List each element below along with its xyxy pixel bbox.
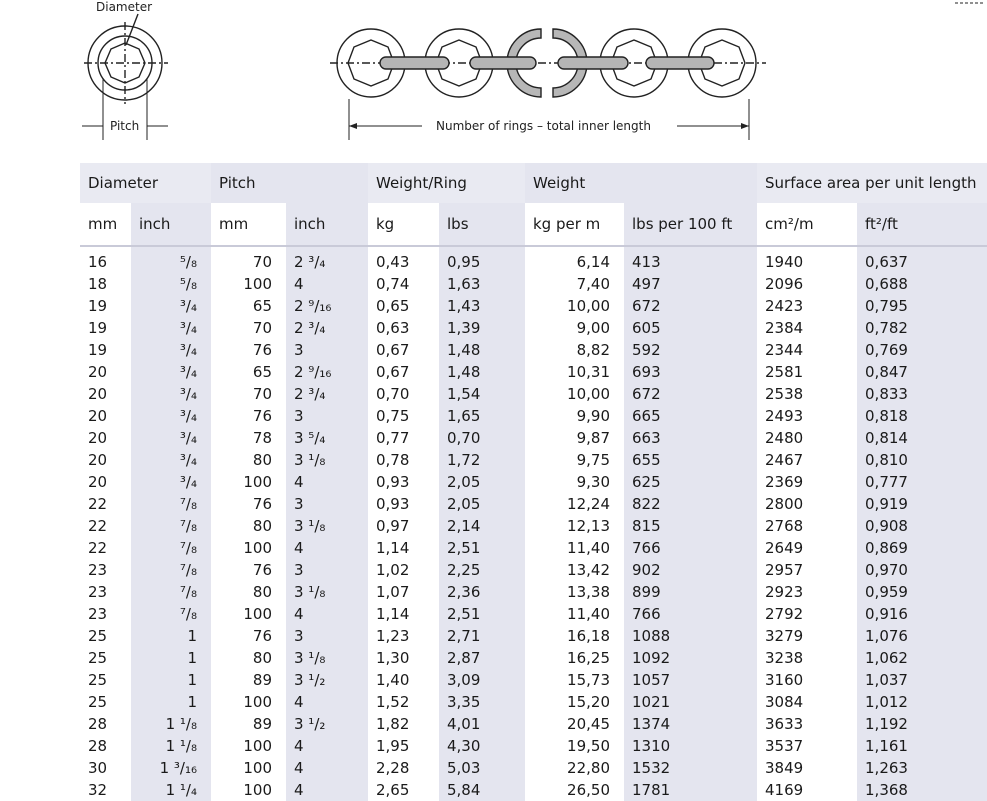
table-cell: 2384 [765,319,804,337]
table-cell: 28 [88,715,108,733]
table-cell: 0,769 [857,339,987,361]
table-cell: 4169 [765,781,804,799]
table-cell: 2423 [765,297,804,315]
table-cell: 0,847 [857,361,987,383]
table-cell: 0,833 [857,383,987,405]
table-cell: 100 [243,275,272,293]
table-row [80,757,987,779]
table-cell: 13,38 [567,583,610,601]
table-cell: 3 [286,625,368,647]
group-header-weight: Weight [525,163,757,203]
table-row [80,625,987,647]
table-cell: 766 [624,537,757,559]
table-cell: 100 [243,605,272,623]
table-cell: 76 [252,561,272,579]
table-cell: 1,48 [439,339,525,361]
table-cell: 1,037 [857,669,987,691]
unit-header: kg per m [533,215,601,233]
unit-header: lbs [439,203,525,246]
group-header-diameter: Diameter [80,163,211,203]
table-cell: 0,70 [439,427,525,449]
table-cell: 3 ¹/₂ [286,669,368,691]
table-cell: 0,97 [376,517,410,535]
table-cell: ³/₄ [131,383,211,405]
table-cell: ⁷/₈ [131,559,211,581]
chain-spec-table-container [80,163,987,801]
table-cell: 3 [286,493,368,515]
table-cell: ⁵/₈ [131,251,211,273]
table-cell: 592 [624,339,757,361]
table-cell: 1,07 [376,583,410,601]
table-cell: 100 [243,693,272,711]
table-cell: 2493 [765,407,804,425]
table-cell: 625 [624,471,757,493]
table-cell: 100 [243,539,272,557]
table-cell: 0,970 [857,559,987,581]
table-cell: 1,52 [376,693,410,711]
table-row [80,471,987,493]
table-cell: 1532 [624,757,757,779]
table-cell: 2 ³/₄ [286,317,368,339]
table-cell: 1092 [624,647,757,669]
table-cell: 0,93 [376,473,410,491]
table-cell: ⁷/₈ [131,603,211,625]
table-row [80,515,987,537]
table-cell: 1 ¹/₈ [131,735,211,757]
table-cell: 1 [131,669,211,691]
table-cell: 1,161 [857,735,987,757]
table-cell: 3160 [765,671,804,689]
table-cell: 22 [88,539,108,557]
table-cell: 13,42 [567,561,610,579]
table-cell: 0,63 [376,319,410,337]
table-cell: 2,05 [439,493,525,515]
table-cell: 20 [88,429,108,447]
table-cell: 78 [252,429,272,447]
table-cell: 1310 [624,735,757,757]
table-cell: 3 ¹/₈ [286,449,368,471]
table-cell: 0,74 [376,275,410,293]
table-cell: 22 [88,517,108,535]
table-cell: 0,65 [376,297,410,315]
table-cell: 1,63 [439,273,525,295]
table-cell: 4,30 [439,735,525,757]
chain-spec-table [80,163,987,801]
table-cell: 25 [88,671,108,689]
table-cell: 19 [88,341,108,359]
table-cell: 26,50 [567,781,610,799]
table-row [80,251,987,273]
table-cell: 9,90 [576,407,610,425]
table-cell: 3,09 [439,669,525,691]
table-cell: 100 [243,759,272,777]
table-row [80,735,987,757]
table-cell: 3 ⁵/₄ [286,427,368,449]
table-cell: 76 [252,495,272,513]
table-cell: 1,14 [376,605,410,623]
table-cell: 0,77 [376,429,410,447]
table-cell: 2,51 [439,603,525,625]
table-cell: ⁷/₈ [131,515,211,537]
table-cell: 2,71 [439,625,525,647]
table-cell: ³/₄ [131,471,211,493]
table-cell: 3,35 [439,691,525,713]
unit-header: inch [131,203,211,246]
table-cell: 822 [624,493,757,515]
table-cell: 4 [286,603,368,625]
table-cell: 1,39 [439,317,525,339]
table-cell: 22,80 [567,759,610,777]
table-cell: 11,40 [567,605,610,623]
unit-header: mm [88,215,118,233]
table-cell: 3 [286,559,368,581]
table-cell: 0,869 [857,537,987,559]
table-cell: 1 [131,625,211,647]
table-cell: 1940 [765,253,804,271]
table-cell: 815 [624,515,757,537]
table-cell: 663 [624,427,757,449]
table-cell: 3 [286,405,368,427]
table-row [80,449,987,471]
table-cell: 2 ³/₄ [286,251,368,273]
table-cell: 2,25 [439,559,525,581]
table-cell: 89 [252,671,272,689]
table-cell: 1,012 [857,691,987,713]
table-cell: 4 [286,691,368,713]
table-cell: 25 [88,649,108,667]
table-cell: 3 ¹/₂ [286,713,368,735]
table-cell: 1,65 [439,405,525,427]
table-cell: 1,30 [376,649,410,667]
table-cell: 2,51 [439,537,525,559]
rings-length-label: Number of rings – total inner length [436,119,651,133]
table-cell: 16,25 [567,649,610,667]
table-cell: 1057 [624,669,757,691]
table-cell: 23 [88,583,108,601]
table-cell: 0,43 [376,253,410,271]
table-cell: 20 [88,451,108,469]
table-cell: 3238 [765,649,804,667]
table-cell: 20 [88,385,108,403]
table-cell: 2,65 [376,781,410,799]
table-cell: ³/₄ [131,317,211,339]
table-cell: 100 [243,473,272,491]
table-cell: 89 [252,715,272,733]
table-cell: 1 [131,691,211,713]
unit-header: inch [286,203,368,246]
table-row [80,691,987,713]
table-cell: 4 [286,757,368,779]
table-cell: 20 [88,407,108,425]
table-cell: 0,637 [857,251,987,273]
table-cell: 70 [252,385,272,403]
table-cell: 0,814 [857,427,987,449]
table-cell: 1021 [624,691,757,713]
table-row [80,427,987,449]
table-cell: 4 [286,537,368,559]
table-cell: 4,01 [439,713,525,735]
table-cell: 2649 [765,539,804,557]
table-cell: 3279 [765,627,804,645]
table-cell: 655 [624,449,757,471]
table-cell: 902 [624,559,757,581]
table-row [80,713,987,735]
table-cell: 65 [252,297,272,315]
table-cell: 1 ¹/₄ [131,779,211,801]
table-cell: 12,13 [567,517,610,535]
table-cell: 4 [286,273,368,295]
table-cell: 605 [624,317,757,339]
table-cell: 1,43 [439,295,525,317]
table-cell: ⁷/₈ [131,537,211,559]
table-cell: ³/₄ [131,295,211,317]
table-cell: 16,18 [567,627,610,645]
table-cell: ⁷/₈ [131,581,211,603]
table-cell: 28 [88,737,108,755]
table-row [80,559,987,581]
table-body [80,251,987,801]
table-cell: 0,919 [857,493,987,515]
table-cell: 25 [88,627,108,645]
table-cell: 1 ¹/₈ [131,713,211,735]
table-row [80,647,987,669]
table-cell: 32 [88,781,108,799]
table-cell: 0,908 [857,515,987,537]
table-cell: 2344 [765,341,804,359]
table-cell: 0,777 [857,471,987,493]
table-cell: 5,84 [439,779,525,801]
table-row [80,317,987,339]
table-cell: 80 [252,583,272,601]
table-cell: 2,05 [439,471,525,493]
table-row [80,603,987,625]
table-cell: 76 [252,407,272,425]
table-cell: 20 [88,363,108,381]
table-row [80,669,987,691]
table-cell: 12,24 [567,495,610,513]
table-cell: 2,36 [439,581,525,603]
table-cell: 0,67 [376,341,410,359]
table-cell: 899 [624,581,757,603]
table-cell: 0,75 [376,407,410,425]
table-cell: 0,688 [857,273,987,295]
table-cell: 0,782 [857,317,987,339]
unit-header: cm²/m [765,215,814,233]
table-cell: 672 [624,383,757,405]
table-cell: 65 [252,363,272,381]
table-cell: 23 [88,561,108,579]
table-cell: ³/₄ [131,339,211,361]
table-cell: 23 [88,605,108,623]
table-cell: 3 ¹/₈ [286,647,368,669]
table-cell: 2 ⁹/₁₆ [286,295,368,317]
table-cell: 3 ¹/₈ [286,515,368,537]
table-cell: ³/₄ [131,405,211,427]
table-cell: 80 [252,451,272,469]
table-cell: 4 [286,735,368,757]
table-cell: 2369 [765,473,804,491]
table-cell: 1,076 [857,625,987,647]
table-cell: 2768 [765,517,804,535]
group-header-row [80,163,987,203]
table-cell: 2,28 [376,759,410,777]
table-cell: 2 ³/₄ [286,383,368,405]
table-cell: 766 [624,603,757,625]
pitch-label: Pitch [110,119,140,133]
diameter-label: Diameter [96,0,153,14]
table-cell: 80 [252,649,272,667]
table-cell: 1,368 [857,779,987,801]
table-cell: 413 [624,251,757,273]
table-cell: 3 ¹/₈ [286,581,368,603]
table-cell: 11,40 [567,539,610,557]
table-cell: 1,192 [857,713,987,735]
table-cell: ³/₄ [131,449,211,471]
table-cell: 497 [624,273,757,295]
table-cell: 1,23 [376,627,410,645]
chain-diagram [0,0,987,150]
table-cell: 0,78 [376,451,410,469]
table-cell: 1,02 [376,561,410,579]
table-row [80,361,987,383]
table-cell: 1 [131,647,211,669]
table-cell: 6,14 [576,253,610,271]
table-cell: 8,82 [576,341,610,359]
table-cell: 693 [624,361,757,383]
table-cell: 15,73 [567,671,610,689]
table-cell: 0,95 [439,251,525,273]
table-cell: 2923 [765,583,804,601]
unit-header: ft²/ft [857,203,987,246]
table-cell: 3633 [765,715,804,733]
table-cell: 1 ³/₁₆ [131,757,211,779]
table-cell: 70 [252,319,272,337]
table-cell: ⁵/₈ [131,273,211,295]
table-cell: 0,916 [857,603,987,625]
table-cell: 1,95 [376,737,410,755]
table-cell: 1,82 [376,715,410,733]
group-header-surface-area: Surface area per unit length [757,163,987,203]
table-row [80,537,987,559]
table-cell: 4 [286,471,368,493]
table-cell: 100 [243,781,272,799]
table-cell: 16 [88,253,108,271]
unit-header: mm [219,215,249,233]
table-cell: 3 [286,339,368,361]
table-cell: 2480 [765,429,804,447]
table-cell: ³/₄ [131,361,211,383]
table-cell: 0,67 [376,363,410,381]
table-row [80,295,987,317]
table-cell: 9,30 [576,473,610,491]
table-cell: 2,14 [439,515,525,537]
table-cell: ⁷/₈ [131,493,211,515]
table-row [80,405,987,427]
table-cell: 3849 [765,759,804,777]
table-cell: 22 [88,495,108,513]
unit-header: lbs per 100 ft [624,203,757,246]
table-cell: 1781 [624,779,757,801]
table-cell: 70 [252,253,272,271]
table-cell: 1374 [624,713,757,735]
group-header-pitch: Pitch [211,163,368,203]
table-cell: 1,263 [857,757,987,779]
table-cell: 2467 [765,451,804,469]
table-cell: 3537 [765,737,804,755]
table-cell: 1,72 [439,449,525,471]
table-cell: 10,31 [567,363,610,381]
table-cell: 20 [88,473,108,491]
table-cell: 18 [88,275,108,293]
table-row [80,273,987,295]
table-cell: 2581 [765,363,804,381]
table-cell: 30 [88,759,108,777]
table-cell: 19,50 [567,737,610,755]
table-row [80,581,987,603]
table-cell: 2096 [765,275,804,293]
table-row [80,493,987,515]
table-cell: 15,20 [567,693,610,711]
table-cell: 19 [88,297,108,315]
table-cell: 1,48 [439,361,525,383]
table-cell: 665 [624,405,757,427]
table-cell: 19 [88,319,108,337]
table-cell: 0,810 [857,449,987,471]
table-cell: 10,00 [567,297,610,315]
table-cell: 20,45 [567,715,610,733]
table-cell: ³/₄ [131,427,211,449]
table-cell: 0,959 [857,581,987,603]
table-cell: 1,14 [376,539,410,557]
table-cell: 1,40 [376,671,410,689]
table-cell: 2800 [765,495,804,513]
table-cell: 7,40 [576,275,610,293]
table-cell: 10,00 [567,385,610,403]
table-cell: 672 [624,295,757,317]
table-cell: 9,75 [576,451,610,469]
unit-header: kg [376,215,395,233]
table-cell: 0,70 [376,385,410,403]
table-row [80,339,987,361]
table-cell: 1,54 [439,383,525,405]
table-row [80,383,987,405]
table-cell: 76 [252,627,272,645]
table-cell: 1,062 [857,647,987,669]
unit-header-row [80,203,987,246]
table-cell: 4 [286,779,368,801]
table-cell: 0,93 [376,495,410,513]
table-cell: 9,00 [576,319,610,337]
table-cell: 9,87 [576,429,610,447]
table-cell: 1088 [624,625,757,647]
table-cell: 5,03 [439,757,525,779]
table-cell: 2792 [765,605,804,623]
table-cell: 80 [252,517,272,535]
table-cell: 2538 [765,385,804,403]
group-header-weight-ring: Weight/Ring [368,163,525,203]
table-cell: 2957 [765,561,804,579]
table-cell: 76 [252,341,272,359]
table-cell: 25 [88,693,108,711]
table-cell: 0,818 [857,405,987,427]
table-cell: 2,87 [439,647,525,669]
table-cell: 100 [243,737,272,755]
table-cell: 3084 [765,693,804,711]
table-cell: 2 ⁹/₁₆ [286,361,368,383]
table-cell: 0,795 [857,295,987,317]
